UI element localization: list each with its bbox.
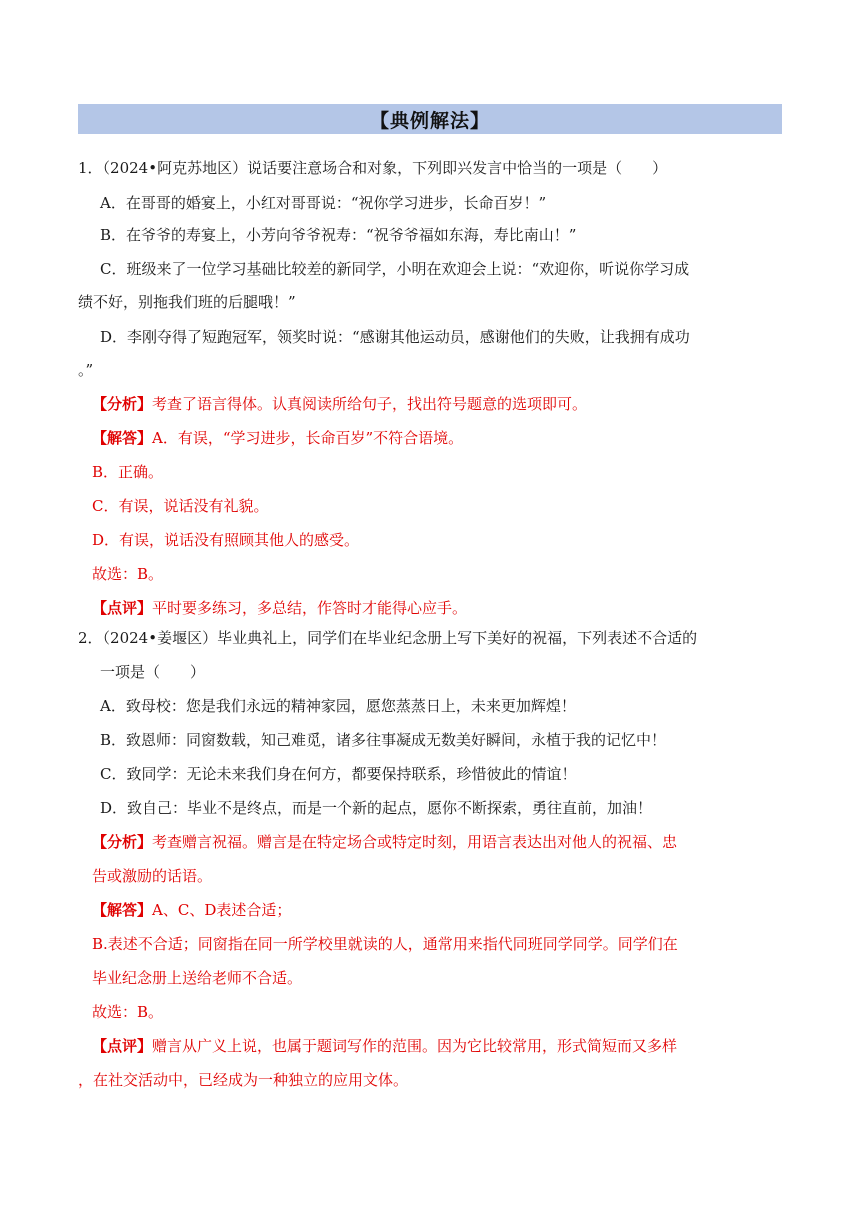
q1-answer	[92, 428, 463, 448]
q1-comment	[92, 598, 467, 618]
q2-comment-text: 赠言从广义上说，也属于题词写作的范围。因为它比较常用，形式简短而又多样	[152, 1037, 678, 1055]
q2-analysis	[92, 832, 677, 852]
q2-comment-tag: 【点评】	[92, 1037, 153, 1055]
q1-option-d-line2: 。”	[78, 361, 94, 379]
q2-analysis-tag: 【分析】	[92, 833, 153, 851]
q2-analysis-line2: 告或激励的话语。	[92, 867, 213, 885]
q2-answer	[92, 900, 291, 920]
q2-comment-line2: ，在社交活动中，已经成为一种独立的应用文体。	[78, 1071, 409, 1089]
q1-comment-tag: 【点评】	[92, 599, 153, 617]
q1-option-d-line1: D．李刚夺得了短跑冠军，领奖时说：“感谢其他运动员，感谢他们的失败，让我拥有成功	[100, 328, 690, 346]
q1-choice: 故选：B。	[92, 565, 164, 583]
q1-answer-tag: 【解答】	[92, 429, 153, 447]
q2-answer-line2: B.表述不合适；同窗指在同一所学校里就读的人，通常用来指代同班同学同学。同学们在	[92, 935, 678, 953]
q2-analysis-text: 考查赠言祝福。赠言是在特定场合或特定时刻，用语言表达出对他人的祝福、忠	[152, 833, 678, 851]
q2-option-d: D．致自己：毕业不是终点，而是一个新的起点，愿你不断探索，勇往直前，加油！	[100, 799, 653, 817]
q1-option-a: A．在哥哥的婚宴上，小红对哥哥说：“祝你学习进步，长命百岁！”	[100, 194, 547, 212]
q2-option-b: B．致恩师：同窗数载，知己难觅，诸多往事凝成无数美好瞬间，永植于我的记忆中！	[100, 731, 667, 749]
q2-option-a: A．致母校：您是我们永远的精神家园，愿您蒸蒸日上，未来更加辉煌！	[100, 697, 576, 715]
q1-analysis	[92, 394, 587, 414]
q1-answer-d: D．有误，说话没有照顾其他人的感受。	[92, 531, 360, 549]
q1-answer-a: A．有误，“学习进步，长命百岁”不符合语境。	[152, 429, 464, 447]
section-banner	[78, 104, 782, 134]
q1-option-c-line2: 绩不好，别拖我们班的后腿哦！”	[78, 293, 296, 311]
q1-analysis-text: 考查了语言得体。认真阅读所给句子，找出符号题意的选项即可。	[152, 395, 588, 413]
q1-stem: 1．（2024•阿克苏地区）说话要注意场合和对象，下列即兴发言中恰当的一项是（ ）	[78, 159, 668, 177]
q1-option-b: B．在爷爷的寿宴上，小芳向爷爷祝寿：“祝爷爷福如东海，寿比南山！”	[100, 226, 577, 244]
q2-stem-line2: 一项是（ ）	[100, 663, 206, 681]
q2-answer-line1: A、C、D表述合适；	[152, 901, 292, 919]
q2-comment	[92, 1036, 677, 1056]
q2-answer-tag: 【解答】	[92, 901, 153, 919]
q2-choice: 故选：B。	[92, 1003, 164, 1021]
q1-answer-b: B．正确。	[92, 463, 164, 481]
q1-comment-text: 平时要多练习，多总结，作答时才能得心应手。	[152, 599, 468, 617]
q2-option-c: C．致同学：无论未来我们身在何方，都要保持联系，珍惜彼此的情谊！	[100, 765, 577, 783]
q1-option-c-line1: C．班级来了一位学习基础比较差的新同学，小明在欢迎会上说：“欢迎你，听说你学习成	[100, 260, 690, 278]
section-title: 【典例解法】	[369, 109, 490, 132]
q1-analysis-tag: 【分析】	[92, 395, 153, 413]
q2-answer-line3: 毕业纪念册上送给老师不合适。	[92, 969, 303, 987]
q1-answer-c: C．有误，说话没有礼貌。	[92, 497, 269, 515]
q2-stem-line1: 2．（2024•姜堰区）毕业典礼上，同学们在毕业纪念册上写下美好的祝福，下列表述不合适的	[78, 629, 698, 647]
